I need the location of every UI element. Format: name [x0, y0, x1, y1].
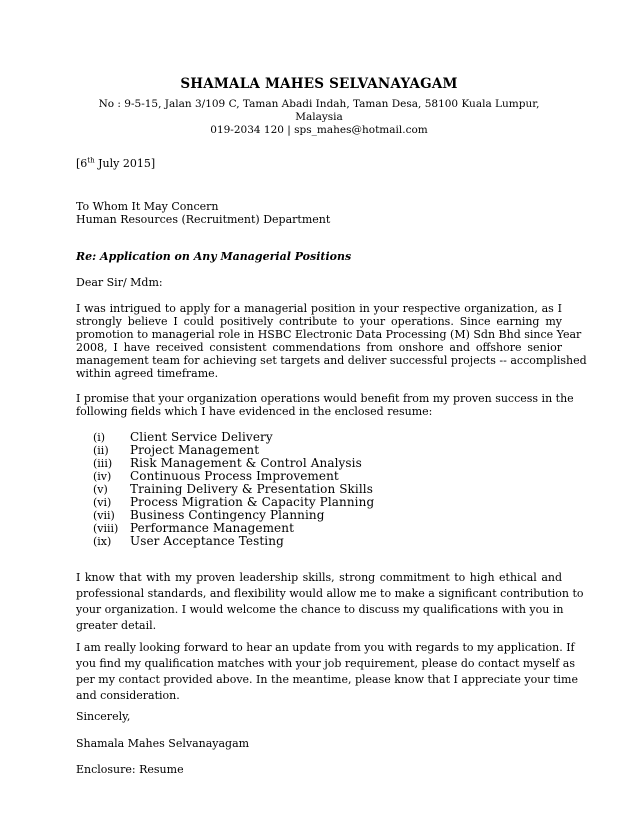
list-item-number: (iii): [93, 457, 113, 470]
letter-date: [6th July 2015]: [76, 156, 156, 170]
list-item-number: (vi): [93, 496, 112, 509]
list-item-label: Training Delivery & Presentation Skills: [130, 482, 373, 496]
paragraph-line: you find my qualification matches with your job requirement, please do contact myself as: [76, 657, 575, 670]
paragraph-line: within agreed timeframe.: [76, 367, 219, 380]
paragraph-line: I know that with my proven leadership skills, strong commitment to high ethical and: [76, 571, 562, 584]
sender-name: SHAMALA MAHES SELVANAYAGAM: [180, 76, 458, 92]
list-item-label: Risk Management & Control Analysis: [130, 456, 362, 470]
list-item-number: (viii): [93, 522, 119, 535]
closing: Sincerely,: [76, 710, 131, 723]
list-item-number: (ix): [93, 535, 112, 548]
paragraph-line: following fields which I have evidenced in the enclosed resume:: [76, 405, 433, 418]
paragraph-line: 2008, I have received consistent commendations from onshore and offshore senior: [76, 341, 562, 354]
list-item-label: Client Service Delivery: [130, 430, 273, 444]
paragraph-line: your organization. I would welcome the chance to discuss my qualifications with you in: [76, 603, 564, 616]
list-item-number: (vii): [93, 509, 115, 522]
list-item-label: User Acceptance Testing: [130, 534, 284, 548]
sender-address-line2: Malaysia: [295, 111, 343, 123]
sender-address-line1: No : 9-5-15, Jalan 3/109 C, Taman Abadi Indah, Taman Desa, 58100 Kuala Lumpur,: [98, 98, 540, 110]
paragraph-line: I was intrigued to apply for a managerial position in your respective organization, as I: [76, 302, 562, 315]
list-item-label: Business Contingency Planning: [130, 508, 325, 522]
list-item-label: Continuous Process Improvement: [130, 469, 339, 483]
paragraph-line: strongly believe I could positively contribute to your operations. Since earning my: [76, 315, 562, 328]
salutation: Dear Sir/ Mdm:: [76, 276, 163, 289]
list-item-number: (ii): [93, 444, 109, 457]
paragraph-line: I am really looking forward to hear an update from you with regards to my application. If: [76, 641, 575, 654]
paragraph-line: greater detail.: [76, 619, 157, 632]
recipient-line2: Human Resources (Recruitment) Department: [76, 213, 331, 226]
sender-contact-line: 019-2034 120 | sps_mahes@hotmail.com: [210, 124, 428, 136]
list-item-number: (v): [93, 483, 108, 496]
paragraph-1: [76, 302, 587, 380]
list-item-number: (iv): [93, 470, 112, 483]
signature-name: Shamala Mahes Selvanayagam: [76, 737, 250, 750]
paragraph-line: promotion to managerial role in HSBC Electronic Data Processing (M) Sdn Bhd since Year: [76, 328, 582, 341]
list-item-label: Process Migration & Capacity Planning: [130, 495, 375, 509]
paragraph-line: I promise that your organization operations would benefit from my proven success in the: [76, 392, 574, 405]
paragraph-2: [76, 392, 574, 418]
list-item-number: (i): [93, 431, 106, 444]
recipient-line1: To Whom It May Concern: [76, 200, 219, 213]
paragraph-line: professional standards, and flexibility would allow me to make a significant contribution to: [76, 587, 584, 600]
enclosure-note: Enclosure: Resume: [76, 763, 184, 776]
subject-line: Re: Application on Any Managerial Positions: [76, 250, 352, 263]
list-item-label: Performance Management: [130, 521, 295, 535]
paragraph-line: management team for achieving set targets and deliver successful projects -- accomplished: [76, 354, 587, 367]
paragraph-4: [76, 640, 578, 704]
list-item-label: Project Management: [130, 443, 260, 457]
paragraph-3: [76, 570, 584, 634]
paragraph-line: per my contact provided above. In the meantime, please know that I appreciate your time: [76, 673, 578, 686]
paragraph-line: and consideration.: [76, 689, 180, 702]
